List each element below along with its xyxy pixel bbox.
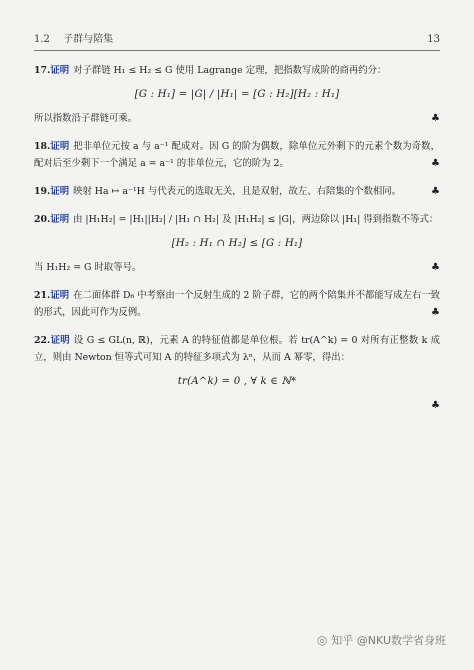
solution-number: 19. — [34, 186, 51, 197]
display-equation: [H₂ : H₁ ∩ H₂] ≤ [G : H₁] — [171, 238, 303, 249]
running-head — [34, 30, 440, 51]
solution-block — [34, 183, 440, 200]
solution-number: 18. — [34, 141, 51, 152]
section-title: 子群与陪集 — [63, 34, 114, 45]
qed-club-icon: ♣ — [431, 307, 440, 318]
solution-text: 设 G ≤ GL(n, ℝ)，元素 A 的特征值都是单位根。若 tr(A^k) = 0 对所有正整数 k 成立，则由 Newton 恒等式可知 A 的特征多项式为 λⁿ，从而 A 幂零，得出： — [34, 335, 440, 363]
watermark — [317, 632, 446, 648]
solution-number: 21. — [34, 290, 51, 301]
solution-number: 17. — [34, 65, 51, 76]
qed-club-icon: ♣ — [431, 113, 440, 124]
qed-club-icon: ♣ — [431, 262, 440, 273]
proof-label: 证明 — [50, 65, 70, 76]
solution-block — [34, 332, 440, 414]
section-heading — [34, 30, 123, 45]
solution-block — [34, 287, 440, 321]
proof-label: 证明 — [50, 186, 70, 197]
qed-club-icon: ♣ — [431, 400, 440, 411]
solutions-list — [34, 62, 440, 414]
qed-club-icon: ♣ — [431, 186, 440, 197]
qed-club-icon: ♣ — [431, 158, 440, 169]
solution-number: 20. — [34, 214, 51, 225]
solution-text: 映射 Ha ↦ a⁻¹H 与代表元的选取无关，且是双射，故左、右陪集的个数相同。 — [73, 186, 401, 197]
proof-label: 证明 — [50, 335, 70, 346]
solution-block — [34, 138, 440, 172]
solution-text: 对子群链 H₁ ≤ H₂ ≤ G 使用 Lagrange 定理，把指数写成阶的商再约分： — [73, 65, 387, 76]
solution-block — [34, 62, 440, 127]
proof-label: 证明 — [50, 141, 70, 152]
solution-text: 由 |H₁H₂| = |H₁||H₂| / |H₁ ∩ H₂| 及 |H₁H₂| ≤ |G|，两边除以 |H₁| 得到指数不等式： — [73, 214, 439, 225]
watermark-text: 知乎 @NKU数学省身班 — [331, 634, 446, 647]
solution-text: 把非单位元按 a 与 a⁻¹ 配成对。因 G 的阶为偶数，除单位元外剩下的元素个数为奇数，配对后至少剩下一个满足 a = a⁻¹ 的非单位元，它的阶为 2。 — [34, 141, 440, 169]
zhihu-logo-icon: ◎ — [316, 633, 328, 647]
solution-block — [34, 211, 440, 276]
proof-label: 证明 — [50, 290, 70, 301]
solution-text: 在二面体群 D₆ 中考察由一个反射生成的 2 阶子群，它的两个陪集并不都能写成左右一致的形式，因此可作为反例。 — [34, 290, 440, 318]
solution-conclusion: 当 H₁H₂ = G 时取等号。 — [34, 262, 142, 273]
solution-number: 22. — [34, 335, 51, 346]
proof-label: 证明 — [50, 214, 70, 225]
display-equation: [G : H₁] = |G| / |H₁| = [G : H₂][H₂ : H₁] — [134, 89, 340, 100]
display-equation: tr(A^k) = 0 , ∀ k ∈ ℕ* — [177, 376, 297, 387]
section-number: 1.2 — [34, 34, 50, 45]
page-number: 13 — [427, 34, 440, 45]
solution-conclusion: 所以指数沿子群链可乘。 — [34, 113, 138, 124]
